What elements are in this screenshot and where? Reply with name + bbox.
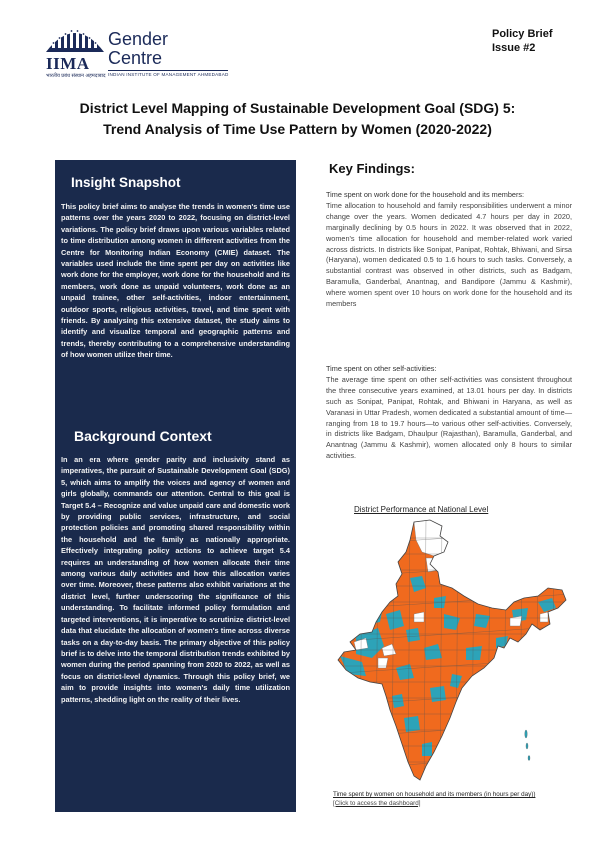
insight-snapshot-body: This policy brief aims to analyse the trends in women's time use patterns over the years 2020 to 2022, focusing on district-level variations. The policy brief draws upon various variables related to time distribution among women in different activities from the Centre for Monitoring Indian Economy (CMIE) dataset. The variables used include the time spent per day on activities like work done for the employer, work done for the household and its members, work done as unpaid volunteers, work done as an unpaid trainee, other self-activities, indoor entertainment, outdoor sports, religious activities, travel, and time spent with friends. By analysing this extensive dataset, the study aims to identify and visualize temporal and geographic patterns and trends, thereby contributing to a comprehensive understanding of how women utilize their time.: [61, 202, 290, 360]
finding-self-subheading: Time spent on other self-activities:: [326, 364, 437, 373]
title-line-2: Trend Analysis of Time Use Pattern by Women (2020-2022): [103, 121, 492, 137]
issue-number: Issue #2: [492, 42, 536, 54]
policy-brief-label: [492, 27, 562, 55]
dashboard-link[interactable]: [Click to access the dashboard]: [333, 799, 421, 807]
logo-institute-name: INDIAN INSTITUTE OF MANAGEMENT AHMEDABAD: [108, 72, 229, 77]
background-context-heading: Background Context: [74, 428, 212, 444]
map-title: District Performance at National Level: [354, 505, 489, 514]
title-line-1: District Level Mapping of Sustainable Development Goal (SDG) 5:: [79, 100, 516, 116]
gender-centre-logo: [44, 20, 229, 82]
india-district-map: [326, 518, 572, 788]
logo-word-centre: Centre: [108, 48, 163, 68]
key-findings-heading: Key Findings:: [329, 161, 415, 176]
finding-household-text: Time allocation to household and family responsibilities underwent a minor change over the years. Women dedicated 4.7 hours per day in 2020, marginally declining by 0.5 hours in 2022. It was observed that in 2022, women's time allocation for household and member-related work varied across districts. In districts like Sonipat, Panipat, Rohtak, Bhiwani, and Sirsa (Haryana), women dedicated 0.5 to 1.6 hours to such tasks. Conversely, a substantial contrast was observed in other districts, such as Badgam, Baramulla, Ganderbal, Anantnag, and Bandipore (Jammu & Kashmir), where women spent over 10 hours on work done for the household and its members: [326, 200, 572, 309]
header: [0, 0, 595, 88]
finding-household-subheading: Time spent on work done for the household and its members:: [326, 190, 525, 199]
policy-brief-text: Policy Brief: [492, 28, 553, 40]
insight-panel: [55, 160, 296, 812]
logo-wordmark: [108, 30, 168, 68]
map-caption-text: Time spent by women on household and its members (in hours per day)): [333, 791, 536, 798]
background-context-body: In an era where gender parity and inclusivity stand as imperatives, the pursuit of Sustainable Development Goal (SDG) 5, which aims to amplify the voices and agency of women and girls globally, commands our attention. Central to this goal is Target 5.4 – Recognize and value unpaid care and domestic work by providing public services, infrastructure, and social protection policies and promoting shared responsibility within the household and the family as nationally appropriate. Effectively integrating policy actions to achieve target 5.4 requires an understanding of how women allocate their time among various daily activities and how this allocation varies over time. Moreover, these patterns also exhibit variations at the district level, further underscoring the significance of this understanding. To facilitate informed policy formulation and targeted interventions, it is imperative to scrutinize district-level data that elucidate the allocation of women's time across diverse tasks on a day-to-day basis. The primary objective of this policy brief is to delve into the temporal distribution trends exhibited by women during the period spanning from 2020 to 2022, as well as focus on district-level dynamics. Through this policy brief, we aim to provide insights into women's daily time utilization patterns, shedding light on the reality of their lives.: [61, 455, 290, 704]
document-title: [30, 98, 565, 140]
logo-hindi-text: भारतीय प्रबंध संस्थान अहमदाबाद: [46, 73, 106, 79]
logo-word-gender: Gender: [108, 29, 169, 49]
finding-self-activities: [326, 364, 572, 462]
map-caption: [333, 791, 573, 808]
logo-iima-text: IIMA: [46, 54, 90, 73]
finding-self-text: The average time spent on other self-activities was consistent throughout the three consecutive years examined, at 13.01 hours per day. In districts such as Sonipat, Panipat, Rohtak, and Bhiwani in Haryana, as well as Varanasi in Uttar Pradesh, women dedicated a substantial amount of time—ranging from 18 to 19.7 hours—to various other self-activities. Conversely, in districts like Badgam, Dhaulpur (Rajasthan), Baramulla, Ganderbal, and Anantnag (Jammu & Kashmir), women allocated only 8 hours to similar activities.: [326, 374, 572, 461]
insight-snapshot-heading: Insight Snapshot: [71, 175, 181, 190]
finding-household: [326, 190, 572, 310]
iima-emblem-icon: [44, 20, 106, 54]
